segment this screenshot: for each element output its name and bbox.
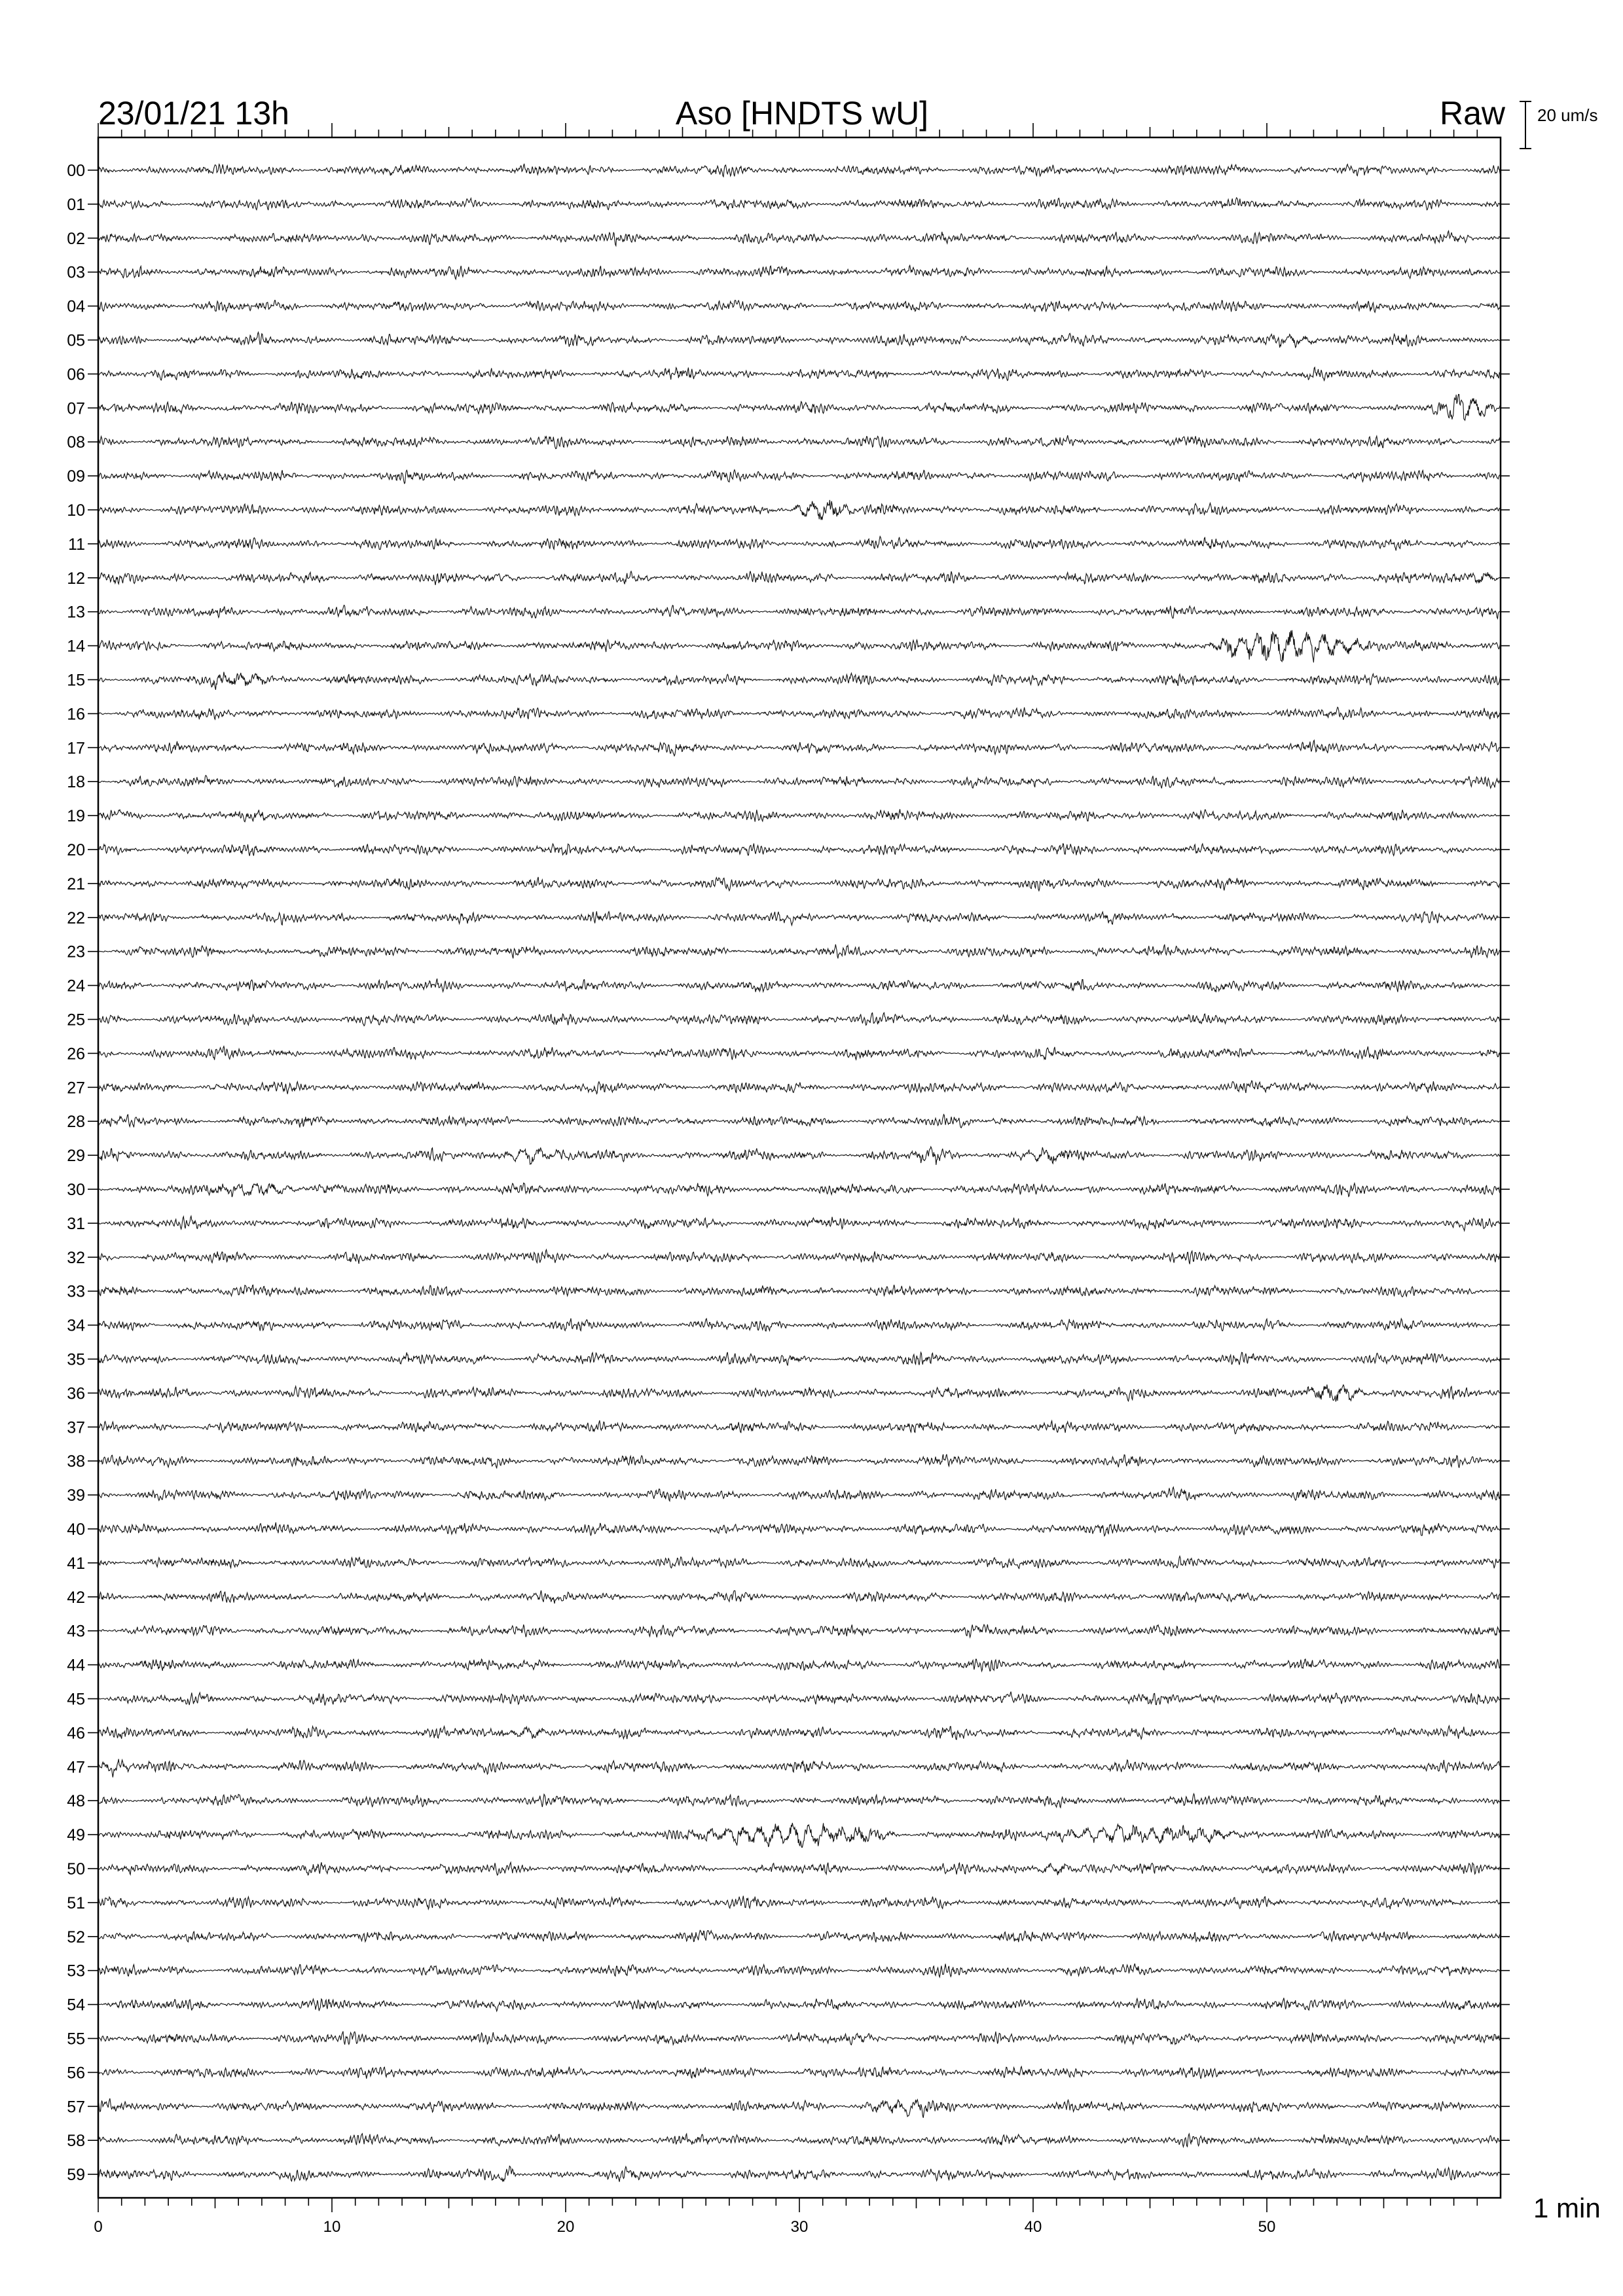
row-label: 12 bbox=[67, 569, 85, 588]
trace-row-02 bbox=[98, 231, 1501, 246]
plot-frame bbox=[98, 137, 1501, 2198]
x-tick-label: 0 bbox=[94, 2218, 103, 2236]
trace-row-24 bbox=[98, 978, 1501, 992]
row-label: 02 bbox=[67, 229, 85, 248]
row-label: 18 bbox=[67, 773, 85, 792]
trace-row-03 bbox=[98, 266, 1501, 279]
row-label: 37 bbox=[67, 1418, 85, 1437]
row-label: 24 bbox=[67, 977, 85, 996]
trace-row-33 bbox=[98, 1285, 1501, 1297]
x-tick-label: 50 bbox=[1258, 2218, 1276, 2236]
x-tick-label: 20 bbox=[556, 2218, 575, 2236]
trace-row-32 bbox=[98, 1249, 1501, 1264]
trace-row-23 bbox=[98, 944, 1501, 959]
row-label: 59 bbox=[67, 2166, 85, 2185]
x-tick-label: 30 bbox=[790, 2218, 809, 2236]
row-label: 34 bbox=[67, 1316, 85, 1335]
trace-row-16 bbox=[98, 708, 1501, 720]
trace-row-27 bbox=[98, 1081, 1501, 1094]
row-label: 39 bbox=[67, 1486, 85, 1505]
row-label: 41 bbox=[67, 1554, 85, 1573]
chart-title: Aso [HNDTS wU] bbox=[675, 95, 929, 132]
chart-datetime: 23/01/21 13h bbox=[98, 95, 289, 132]
row-label: 25 bbox=[67, 1011, 85, 1030]
scale-bar-label: 20 um/s bbox=[1537, 105, 1598, 125]
trace-row-19 bbox=[98, 809, 1501, 821]
trace-row-31 bbox=[98, 1216, 1501, 1230]
trace-row-54 bbox=[98, 1998, 1501, 2011]
trace-row-38 bbox=[98, 1454, 1501, 1468]
x-axis-ticks bbox=[98, 123, 1477, 2212]
trace-row-57 bbox=[98, 2098, 1501, 2118]
trace-row-43 bbox=[98, 1624, 1501, 1638]
trace-row-42 bbox=[98, 1590, 1501, 1604]
row-label: 47 bbox=[67, 1758, 85, 1777]
row-label: 28 bbox=[67, 1113, 85, 1132]
row-label: 36 bbox=[67, 1384, 85, 1403]
row-label: 06 bbox=[67, 365, 85, 384]
trace-row-20 bbox=[98, 844, 1501, 856]
trace-row-47 bbox=[98, 1759, 1501, 1778]
row-label: 03 bbox=[67, 263, 85, 282]
row-label: 22 bbox=[67, 908, 85, 927]
row-label: 01 bbox=[67, 195, 85, 214]
trace-row-01 bbox=[98, 198, 1501, 210]
row-label: 19 bbox=[67, 807, 85, 826]
trace-row-07 bbox=[98, 395, 1501, 421]
row-label: 50 bbox=[67, 1860, 85, 1878]
trace-row-25 bbox=[98, 1013, 1501, 1026]
trace-row-44 bbox=[98, 1659, 1501, 1672]
row-label: 33 bbox=[67, 1282, 85, 1301]
y-axis-labels bbox=[67, 162, 1510, 2184]
trace-row-00 bbox=[98, 164, 1501, 177]
trace-row-06 bbox=[98, 367, 1501, 380]
row-label: 53 bbox=[67, 1962, 85, 1981]
trace-row-05 bbox=[98, 332, 1501, 348]
trace-row-58 bbox=[98, 2134, 1501, 2147]
trace-row-34 bbox=[98, 1318, 1501, 1331]
trace-row-04 bbox=[98, 300, 1501, 313]
trace-row-41 bbox=[98, 1556, 1501, 1569]
trace-row-53 bbox=[98, 1964, 1501, 1977]
trace-row-28 bbox=[98, 1115, 1501, 1128]
trace-row-46 bbox=[98, 1726, 1501, 1740]
row-label: 32 bbox=[67, 1248, 85, 1267]
trace-row-50 bbox=[98, 1862, 1501, 1875]
trace-row-48 bbox=[98, 1794, 1501, 1808]
row-label: 27 bbox=[67, 1079, 85, 1098]
row-label: 35 bbox=[67, 1350, 85, 1369]
trace-row-08 bbox=[98, 435, 1501, 449]
row-label: 21 bbox=[67, 874, 85, 893]
trace-row-45 bbox=[98, 1692, 1501, 1706]
row-label: 52 bbox=[67, 1928, 85, 1946]
trace-row-55 bbox=[98, 2032, 1501, 2045]
row-label: 38 bbox=[67, 1452, 85, 1471]
x-tick-label: 10 bbox=[323, 2218, 341, 2236]
row-label: 15 bbox=[67, 671, 85, 690]
row-label: 16 bbox=[67, 705, 85, 724]
row-label: 17 bbox=[67, 739, 85, 758]
row-label: 26 bbox=[67, 1045, 85, 1064]
row-label: 40 bbox=[67, 1520, 85, 1539]
trace-row-12 bbox=[98, 571, 1501, 585]
x-axis-labels bbox=[94, 2218, 1275, 2236]
trace-row-49 bbox=[98, 1823, 1501, 1847]
row-label: 57 bbox=[67, 2098, 85, 2117]
trace-row-52 bbox=[98, 1930, 1501, 1942]
row-label: 55 bbox=[67, 2030, 85, 2049]
trace-row-15 bbox=[98, 672, 1501, 690]
scale-bar bbox=[1520, 101, 1531, 149]
row-label: 48 bbox=[67, 1792, 85, 1811]
row-label: 46 bbox=[67, 1724, 85, 1743]
trace-row-35 bbox=[98, 1352, 1501, 1366]
trace-row-37 bbox=[98, 1420, 1501, 1434]
trace-row-10 bbox=[98, 500, 1501, 520]
row-label: 14 bbox=[67, 637, 85, 656]
row-label: 45 bbox=[67, 1690, 85, 1709]
trace-row-14 bbox=[98, 630, 1501, 662]
row-label: 43 bbox=[67, 1622, 85, 1641]
row-label: 30 bbox=[67, 1181, 85, 1199]
row-label: 31 bbox=[67, 1214, 85, 1233]
row-label: 10 bbox=[67, 501, 85, 520]
trace-row-36 bbox=[98, 1384, 1501, 1401]
row-label: 44 bbox=[67, 1656, 85, 1675]
trace-row-51 bbox=[98, 1896, 1501, 1909]
row-label: 05 bbox=[67, 331, 85, 350]
row-label: 07 bbox=[67, 399, 85, 418]
row-label: 08 bbox=[67, 433, 85, 452]
trace-row-40 bbox=[98, 1522, 1501, 1536]
trace-row-30 bbox=[98, 1183, 1501, 1197]
row-label: 58 bbox=[67, 2132, 85, 2151]
trace-row-56 bbox=[98, 2066, 1501, 2079]
row-label: 49 bbox=[67, 1826, 85, 1845]
trace-row-17 bbox=[98, 740, 1501, 756]
trace-row-18 bbox=[98, 776, 1501, 789]
seismic-traces bbox=[98, 164, 1501, 2182]
row-label: 42 bbox=[67, 1588, 85, 1607]
row-label: 56 bbox=[67, 2064, 85, 2083]
trace-row-29 bbox=[98, 1147, 1501, 1165]
row-label: 23 bbox=[67, 942, 85, 961]
trace-row-26 bbox=[98, 1047, 1501, 1060]
row-label: 04 bbox=[67, 297, 85, 316]
trace-row-11 bbox=[98, 537, 1501, 551]
row-label: 13 bbox=[67, 603, 85, 622]
row-label: 11 bbox=[68, 535, 85, 554]
row-label: 00 bbox=[67, 162, 85, 180]
trace-row-39 bbox=[98, 1487, 1501, 1501]
trace-row-22 bbox=[98, 911, 1501, 925]
trace-row-13 bbox=[98, 605, 1501, 619]
trace-row-21 bbox=[98, 877, 1501, 891]
row-label: 51 bbox=[67, 1893, 85, 1912]
row-label: 09 bbox=[67, 467, 85, 486]
row-duration-label: 1 min bbox=[1533, 2193, 1601, 2223]
chart-mode-label: Raw bbox=[1439, 95, 1505, 132]
row-label: 20 bbox=[67, 841, 85, 859]
row-label: 29 bbox=[67, 1147, 85, 1166]
trace-row-09 bbox=[98, 470, 1501, 484]
trace-row-59 bbox=[98, 2166, 1501, 2182]
x-tick-label: 40 bbox=[1024, 2218, 1042, 2236]
row-label: 54 bbox=[67, 1996, 85, 2015]
